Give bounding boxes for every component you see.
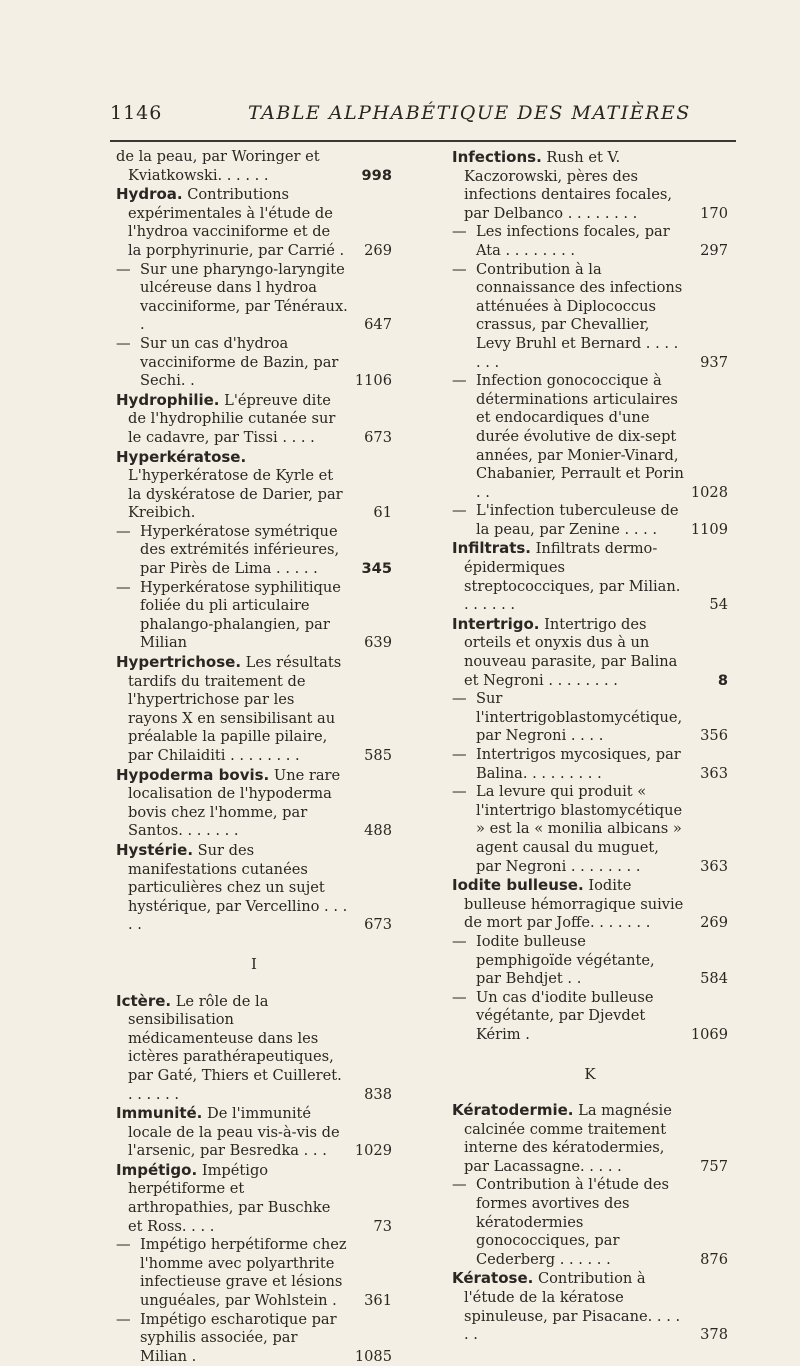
subentry-dash: — xyxy=(452,783,467,801)
page-reference: 1069 xyxy=(690,1025,728,1043)
entry-text: L'hyperkératose de Kyrle et la dyskératose de Darier, par Kreibich. xyxy=(128,467,343,522)
entry-text: Impétigo escharotique par syphilis associée, par Milian . xyxy=(140,1310,337,1365)
headword: Hydrophilie. xyxy=(116,390,220,409)
index-subentry xyxy=(116,335,392,391)
index-subentry xyxy=(452,1176,728,1269)
subentry-dash: — xyxy=(452,746,467,763)
subentry-dash: — xyxy=(116,260,131,278)
index-entry xyxy=(452,876,728,933)
entry-text: L'infection tuberculeuse de la peau, par Zenine . . . . xyxy=(476,502,679,538)
page-reference: 757 xyxy=(700,1157,728,1175)
subentry-dash: — xyxy=(116,578,131,596)
headword: Kératodermie. xyxy=(452,1101,574,1120)
index-entry xyxy=(116,1161,392,1236)
entry-text: Impétigo herpétiforme chez l'homme avec polyarthrite infectieuse grave et lésions unguéales, par Wohlstein . xyxy=(140,1236,347,1310)
left-column xyxy=(116,148,392,1366)
entry-text: Les infections focales, par Ata . . . . . . . . xyxy=(476,223,670,259)
subentry-dash: — xyxy=(116,522,131,540)
entry-text: Rush et V. Kaczorowski, pères des infections dentaires focales, par Delbanco . . . . . . . . xyxy=(464,149,672,222)
page-reference: 998 xyxy=(361,166,392,184)
headword: Hypertrichose. xyxy=(116,653,242,672)
page-reference: 673 xyxy=(364,916,392,934)
index-subentry xyxy=(452,989,728,1045)
page-reference: 1029 xyxy=(354,1142,392,1160)
index-entry xyxy=(116,1104,392,1161)
index-subentry xyxy=(452,746,728,783)
headword: Impétigo. xyxy=(116,1160,198,1179)
headword: Hypoderma bovis. xyxy=(116,765,270,784)
subentry-dash: — xyxy=(116,1310,131,1328)
entry-text: Contribution à la connaissance des infections atténuées à Diplococcus crassus, par Chevallier, Levy Bruhl et Bernard . . . . . . . xyxy=(476,260,683,371)
subentry-dash: — xyxy=(452,932,467,950)
entry-text: De l'immunité locale de la peau vis-à-vis de l'arsenic, par Besredka . . . xyxy=(128,1105,340,1160)
index-entry xyxy=(116,766,392,841)
page-reference: 269 xyxy=(364,241,392,259)
index-entry xyxy=(452,615,728,690)
entry-text: Contributions expérimentales à l'étude de l'hydroa vacciniforme et de la porphyrinurie, par Carrié . xyxy=(128,186,345,259)
index-entry xyxy=(452,1101,728,1176)
subentry-dash: — xyxy=(452,372,467,390)
page-header xyxy=(110,100,750,134)
entry-text: de la peau, par Woringer et Kviatkowski. . . . . . xyxy=(116,148,320,184)
subentry-dash: — xyxy=(452,260,467,278)
index-subentry xyxy=(116,1236,392,1310)
page-reference: 378 xyxy=(700,1326,728,1344)
page-reference: 361 xyxy=(364,1292,392,1310)
entry-text: Contribution à l'étude de la kératose spinuleuse, par Pisacane. . . . . . xyxy=(464,1270,681,1344)
headword: Infiltrats. xyxy=(452,539,532,558)
index-subentry xyxy=(452,502,728,539)
page-reference: 1085 xyxy=(354,1347,392,1365)
entry-text: Une rare localisation de l'hypoderma bovis chez l'homme, par Santos. . . . . . . xyxy=(128,766,341,840)
index-entry xyxy=(452,539,728,614)
page-reference: 8 xyxy=(717,671,728,689)
entry-text: Sur des manifestations cutanées particulières chez un sujet hystérique, par Vercellino . . . . . xyxy=(128,841,348,934)
page-reference: 61 xyxy=(373,504,392,522)
page-reference: 356 xyxy=(700,727,728,745)
section-letter: K xyxy=(584,1064,596,1083)
index-entry xyxy=(116,185,392,260)
entry-text: Sur une pharyngo-laryngite ulcéreuse dans l hydroa vacciniforme, par Ténéraux. . xyxy=(140,260,348,334)
page-reference: 488 xyxy=(364,822,392,840)
page-reference: 73 xyxy=(373,1217,392,1235)
index-subentry xyxy=(452,690,728,746)
page-reference: 647 xyxy=(364,316,392,334)
headword: Kératose. xyxy=(452,1269,534,1288)
page-reference: 937 xyxy=(700,353,728,371)
entry-text: Intertrigos mycosiques, par Balina. . . . . . . . . xyxy=(476,746,681,782)
page-reference: 345 xyxy=(361,560,392,578)
entry-text: Sur un cas d'hydroa vacciniforme de Bazin, par Sechi. . xyxy=(140,334,339,390)
entry-text: Intertrigo des orteils et onyxis dus à un nouveau parasite, par Balina et Negroni . . . . . . . . xyxy=(464,615,678,689)
index-subentry xyxy=(452,223,728,260)
page-number: 1146 xyxy=(110,102,163,124)
index-subentry xyxy=(116,261,392,335)
entry-text: Impétigo herpétiforme et arthropathies, par Buschke et Ross. . . . xyxy=(128,1161,331,1235)
headword: Ictère. xyxy=(116,991,172,1010)
subentry-dash: — xyxy=(452,690,467,708)
page-reference: 297 xyxy=(700,241,728,259)
index-subentry xyxy=(452,261,728,373)
entry-text: Hyperkératose syphilitique foliée du pli articulaire phalango-phalangien, par Milian xyxy=(140,578,341,652)
index-entry xyxy=(116,653,392,766)
page-reference: 1028 xyxy=(690,483,728,501)
subentry-dash: — xyxy=(452,1176,467,1194)
page-reference: 584 xyxy=(700,970,728,988)
entry-text: Un cas d'iodite bulleuse végétante, par Djevdet Kérim . xyxy=(476,988,654,1043)
page-reference: 639 xyxy=(364,634,392,652)
headword: Hydroa. xyxy=(116,185,183,204)
index-subentry xyxy=(452,372,728,502)
headword: Immunité. xyxy=(116,1104,203,1123)
page-reference: 363 xyxy=(700,764,728,782)
index-entry-continued xyxy=(116,148,392,185)
entry-text: L'épreuve dite de l'hydrophilie cutanée sur le cadavre, par Tissi . . . . xyxy=(128,391,336,446)
index-entry xyxy=(116,992,392,1105)
page-reference: 585 xyxy=(364,747,392,764)
page-reference: 1109 xyxy=(690,520,728,538)
right-column xyxy=(452,148,728,1345)
running-title: TABLE ALPHABÉTIQUE DES MATIÈRES xyxy=(248,102,691,124)
index-subentry xyxy=(116,523,392,579)
entry-text: Infiltrats dermo-épidermiques streptococciques, par Milian. . . . . . . xyxy=(464,540,681,614)
index-subentry xyxy=(116,1311,392,1366)
index-subentry xyxy=(452,783,728,876)
headword: Infections. xyxy=(452,148,542,166)
page-reference: 1106 xyxy=(354,372,392,390)
subentry-dash: — xyxy=(452,988,467,1006)
entry-text: Infection gonococcique à déterminations articulaires et endocardiques d'une durée évolutive de dix-sept années, par Monier-Vinard, Chabanier, Perrault et Porin . . xyxy=(476,372,684,501)
entry-text: Les résultats tardifs du traitement de l'hypertrichose par les rayons X en sensibilisant au préalable la papille pilaire, par Chilaiditi . . . . . . . . xyxy=(128,654,342,764)
subentry-dash: — xyxy=(452,502,467,520)
index-entry xyxy=(116,448,392,523)
subentry-dash: — xyxy=(452,223,467,241)
entry-text: Le rôle de la sensibilisation médicamenteuse dans les ictères parathérapeutiques, par Gaté, Thiers et Cuilleret. . . . . . . xyxy=(128,992,342,1103)
page-reference: 363 xyxy=(700,857,728,875)
page-reference: 876 xyxy=(700,1250,728,1268)
entry-text: Hyperkératose symétrique des extrémités inférieures, par Pirès de Lima . . . . . xyxy=(140,522,340,578)
headword: Hystérie. xyxy=(116,840,194,859)
page-reference: 269 xyxy=(700,914,728,932)
entry-text: Iodite bulleuse pemphigoïde végétante, par Behdjet . . xyxy=(476,932,655,988)
entry-text: Iodite bulleuse hémorragique suivie de mort par Joffe. . . . . . . xyxy=(464,877,684,932)
index-subentry xyxy=(116,579,392,653)
entry-text: La levure qui produit « l'intertrigo blastomycétique » est la « monilia albicans » agent causal du muguet, par Negroni . . . . . . . . xyxy=(476,783,683,875)
index-entry xyxy=(116,391,392,448)
page-reference: 54 xyxy=(709,596,728,614)
entry-text: Sur l'intertrigoblastomycétique, par Negroni . . . . xyxy=(476,690,683,745)
headword: Hyperkératose. xyxy=(116,447,247,466)
subentry-dash: — xyxy=(116,334,131,352)
subentry-dash: — xyxy=(116,1236,131,1254)
headword: Iodite bulleuse. xyxy=(452,876,584,895)
page-reference: 673 xyxy=(364,428,392,446)
index-entry xyxy=(452,148,728,223)
index-entry xyxy=(116,841,392,935)
entry-text: La magnésie calcinée comme traitement interne des kératodermies, par Lacassagne. . . . . xyxy=(464,1102,672,1175)
index-subentry xyxy=(452,933,728,989)
page-reference: 170 xyxy=(700,204,728,222)
index-entry xyxy=(452,1269,728,1344)
header-rule xyxy=(110,140,736,142)
page-reference: 838 xyxy=(364,1085,392,1103)
section-letter: I xyxy=(251,954,257,973)
headword: Intertrigo. xyxy=(452,614,540,633)
entry-text: Contribution à l'étude des formes avortives des kératodermies gonococciques, par Cederberg . . . . . . xyxy=(476,1176,669,1268)
